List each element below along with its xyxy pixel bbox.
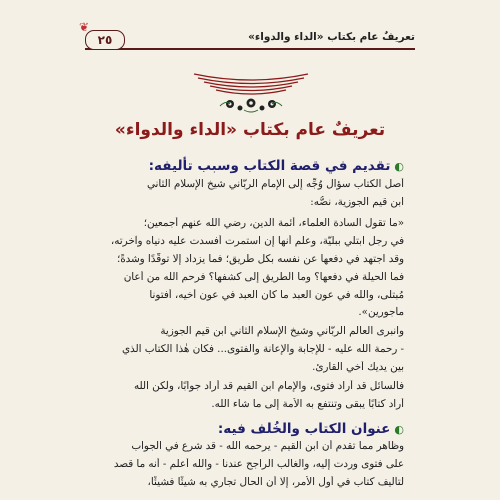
paragraph-line: مُبتلى، والله في عون العبد ما كان العبد في عون أخيه، أفتونا: [149, 289, 404, 301]
section-heading-text: تقديم في قصة الكتاب وسبب تأليفه:: [148, 158, 391, 174]
paragraph-line: وقد اجتهد في دفعها عن نفسه بكل طريق؛ فما يزداد إلا توقّدًا وشدةً؛: [116, 253, 404, 265]
paragraph-line: ابن قيم الجوزية، نصُّه:: [310, 196, 404, 208]
floral-ornament-icon: [190, 70, 312, 116]
section-heading-text: عنوان الكتاب والخُلف فيه:: [217, 421, 391, 437]
paragraph-line: وانبرى العالم الربّاني وشيخ الإسلام الثاني ابن قيم الجوزية: [160, 325, 404, 337]
page-number: ٢٥: [85, 30, 125, 50]
paragraph-line: فما الحيلة في دفعها؟ وما الطريق إلى كشفها؟ فرحم الله من أعان: [123, 271, 404, 283]
header-rule: [85, 48, 415, 50]
paragraph-line: لتأليف كتاب في أول الأمر، إلا أن الحال تجاري به شيئًا فشيئًا،: [147, 476, 404, 488]
paragraph-line: في رجل ابتلي ببليّة، وعلم أنها إن استمرت أفسدت عليه دنياه وآخرته،: [110, 235, 404, 247]
section-heading: [218, 421, 404, 437]
paragraph-line: على فتوى وردت إليه، والغالب الراجح عندنا - والله أعلم - أنه ما قصد: [113, 458, 404, 470]
paragraph-line: فالسائل قد أراد فتوى، والإمام ابن القيم قد أراد جوابًا، ولٰكن الله: [133, 380, 404, 392]
bullet-icon: ◐: [394, 160, 404, 173]
section-heading: [149, 158, 404, 174]
paragraph-line: أصل الكتاب سؤال وُجِّه إلى الإمام الربّاني شيخ الإسلام الثاني: [146, 178, 404, 190]
corner-flourish-icon: ❦: [79, 20, 90, 34]
chapter-title: تعريفٌ عام بكتاب «الداء والدواء»: [114, 120, 386, 140]
paragraph-line: بين يديك أخي القارئ.: [312, 361, 404, 373]
page-header: [79, 20, 415, 52]
paragraph-line: أراد كتابًا يبقى وتنتفع به الأمة إلى ما شاء الله.: [211, 398, 404, 410]
paragraph-line: - رحمة الله عليه - للإجابة والإعانة والفتوى... فكان هٰذا الكتاب الذي: [122, 343, 404, 355]
running-title: تعريفٌ عام بكتاب «الداء والدواء»: [248, 31, 415, 43]
paragraph-line: مأجورين».: [358, 306, 404, 318]
paragraph-line: «ما تقول السادة العلماء، أئمة الدين، رضي الله عنهم أجمعين؛: [143, 217, 404, 229]
bullet-icon: ◐: [394, 423, 404, 436]
paragraph-line: وظاهر مما تقدم أن ابن القيم - يرحمه الله - قد شرع في الجواب: [131, 440, 404, 452]
